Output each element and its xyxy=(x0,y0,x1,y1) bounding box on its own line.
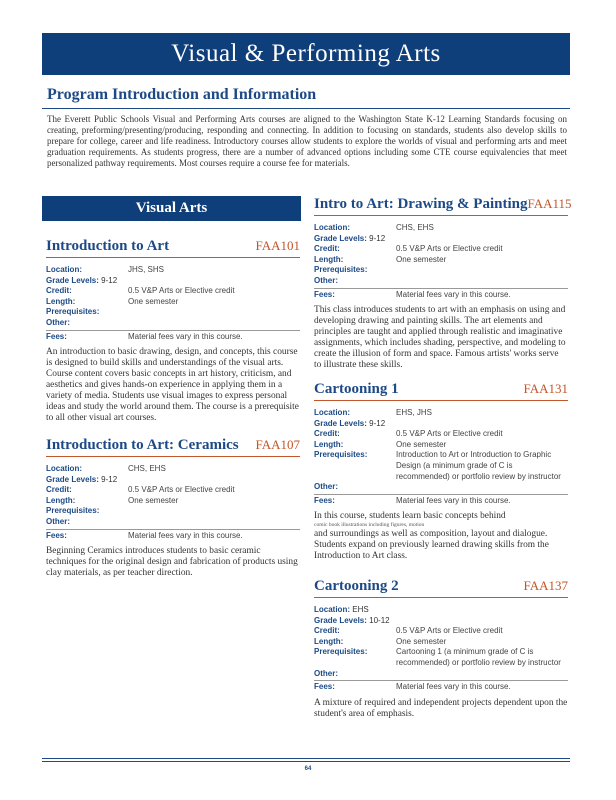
length-value: One semester xyxy=(396,254,447,264)
length-value: One semester xyxy=(396,636,447,646)
credit-label: Credit: xyxy=(46,485,72,495)
fees-value: Material fees vary in this course. xyxy=(128,530,243,540)
credit-label: Credit: xyxy=(314,429,340,439)
grade-label-text: Grade Levels: xyxy=(314,418,367,428)
fees-value: Material fees vary in this course. xyxy=(128,331,243,341)
prereq-label: Prerequisites: xyxy=(314,450,368,460)
description-line-2: and surroundings as well as composition, layout and dialogue. Students expand on previously learned drawing skills from the Introduction to Art class. xyxy=(314,529,549,562)
grade-label xyxy=(314,419,385,430)
fees-value: Material fees vary in this course. xyxy=(396,682,511,692)
location-value: EHS, JHS xyxy=(396,408,433,417)
other-label: Other: xyxy=(314,275,338,285)
credit-label: Credit: xyxy=(46,286,72,296)
course-divider xyxy=(46,456,300,457)
location-label: Location: xyxy=(46,265,82,274)
prereq-value: Cartooning 1 (a minimum grade of C is recommended) or portfolio review by instructor xyxy=(396,647,561,667)
course-drawing-painting xyxy=(314,196,572,371)
course-ceramics xyxy=(46,437,300,579)
grade-label-text: Grade Levels: xyxy=(314,615,367,625)
course-description: A mixture of required and independent projects dependent upon the student's area of emphasis. xyxy=(314,697,568,719)
prereq-value: Introduction to Art or Introduction to Graphic Design (a minimum grade of C is recommended) or portfolio review by instructor xyxy=(396,450,561,481)
grade-value: 10-12 xyxy=(369,615,390,625)
course-cartooning-2 xyxy=(314,578,568,720)
section-banner-visual-arts: Visual Arts xyxy=(42,196,301,221)
grade-label xyxy=(314,234,385,245)
length-label: Length: xyxy=(46,296,76,306)
location-label xyxy=(314,605,369,616)
fees-value: Material fees vary in this course. xyxy=(396,495,511,505)
course-fields xyxy=(46,265,300,342)
other-label: Other: xyxy=(46,516,70,526)
prereq-label: Prerequisites: xyxy=(46,506,100,516)
location-label: Location: xyxy=(46,464,82,473)
course-code: FAA101 xyxy=(255,238,300,253)
fees-label: Fees: xyxy=(314,289,335,299)
credit-value: 0.5 V&P Arts or Elective credit xyxy=(396,429,503,439)
fees-label: Fees: xyxy=(314,682,335,692)
other-label: Other: xyxy=(314,668,338,678)
footer-divider xyxy=(42,758,570,759)
grade-label-text: Grade Levels: xyxy=(314,233,367,243)
course-description: An introduction to basic drawing, design, and concepts, this course is designed to build skills and understandings of the visual arts. Course content covers basic concepts in art history, criticism, and aesthetics and gives hands-on experience in applying them in a variety of media. Students use visual images to express personal ideas and study the world around them. The course is a prerequisite to all other visual art courses. xyxy=(46,347,299,424)
course-fields xyxy=(46,464,300,541)
grade-value: 9-12 xyxy=(369,418,386,428)
intro-title: Program Introduction and Information xyxy=(47,86,317,103)
prereq-label: Prerequisites: xyxy=(314,265,368,275)
page-number: 64 xyxy=(304,766,312,772)
course-description: This class introduces students to art with an emphasis on using and developing drawing and painting skills. The art elements and principles are taught and applied through realistic and imaginative assignments, which includes shading, perspective, and modeling to create the illusion of form and space. Famous artists' works serve to illustrate these skills. xyxy=(314,305,566,371)
length-label: Length: xyxy=(314,439,344,449)
fees-value: Material fees vary in this course. xyxy=(396,289,511,299)
course-divider xyxy=(46,257,300,258)
length-label: Length: xyxy=(46,495,76,505)
description-small-print: comic book illustrations including figures, motion xyxy=(314,522,425,529)
course-divider xyxy=(314,215,568,216)
length-value: One semester xyxy=(128,296,179,306)
location-value: CHS, EHS xyxy=(396,223,434,232)
credit-label: Credit: xyxy=(314,244,340,254)
course-title: Cartooning 1 xyxy=(314,381,399,397)
course-intro-art xyxy=(46,238,300,424)
intro-text: The Everett Public Schools Visual and Performing Arts courses are aligned to the Washington State K-12 Learning Standards focusing on creating, preforming/presenting/producing, responding and connecting. In addition to focusing on standards, students also develop skills to prepare for college, career and life readiness. Introductory courses allow students to explore the worlds of visual and performing arts and meet graduation requirements. As students progress, there are a number of advanced options including some CTE course equivalencies that meet personalized pathway requirements. Most courses require a course fee for materials. xyxy=(47,114,567,168)
grade-value: 9-12 xyxy=(369,233,386,243)
prereq-label: Prerequisites: xyxy=(46,307,100,317)
location-label-text: Location: xyxy=(314,605,350,614)
fees-label: Fees: xyxy=(46,530,67,540)
course-divider xyxy=(314,400,568,401)
course-description: Beginning Ceramics introduces students to basic ceramic techniques for the original design and fabrication of products using clay materials, as per teacher direction. xyxy=(46,546,298,579)
page-banner: Visual & Performing Arts xyxy=(42,33,570,75)
other-label: Other: xyxy=(314,482,338,492)
credit-value: 0.5 V&P Arts or Elective credit xyxy=(128,485,235,495)
course-code: FAA115 xyxy=(527,196,572,211)
grade-label xyxy=(46,475,117,486)
grade-label xyxy=(46,276,117,287)
location-value: CHS, EHS xyxy=(128,464,166,473)
credit-value: 0.5 V&P Arts or Elective credit xyxy=(396,626,503,636)
grade-label-text: Grade Levels: xyxy=(46,474,99,484)
course-fields xyxy=(314,223,568,300)
course-divider xyxy=(314,597,568,598)
other-label: Other: xyxy=(46,317,70,327)
course-description xyxy=(314,511,568,562)
course-title: Intro to Art: Drawing & Painting xyxy=(314,196,528,212)
course-code: FAA131 xyxy=(523,381,568,396)
grade-value: 9-12 xyxy=(101,275,118,285)
course-fields xyxy=(314,408,568,506)
prereq-label: Prerequisites: xyxy=(314,647,368,657)
course-cartooning-1 xyxy=(314,381,568,562)
location-label: Location: xyxy=(314,408,350,417)
course-code: FAA107 xyxy=(255,437,300,452)
credit-label: Credit: xyxy=(314,626,340,636)
grade-label-text: Grade Levels: xyxy=(46,275,99,285)
description-line-1: In this course, students learn basic concepts behind xyxy=(314,511,506,522)
course-code: FAA137 xyxy=(523,578,568,593)
fees-label: Fees: xyxy=(46,331,67,341)
credit-value: 0.5 V&P Arts or Elective credit xyxy=(128,286,235,296)
footer-divider-secondary xyxy=(42,761,570,762)
course-title: Introduction to Art: Ceramics xyxy=(46,437,239,453)
course-fields xyxy=(314,605,568,693)
grade-label xyxy=(314,616,390,627)
length-label: Length: xyxy=(314,636,344,646)
intro-divider xyxy=(42,108,570,109)
length-value: One semester xyxy=(396,439,447,449)
course-title: Introduction to Art xyxy=(46,238,170,254)
course-title: Cartooning 2 xyxy=(314,578,399,594)
credit-value: 0.5 V&P Arts or Elective credit xyxy=(396,244,503,254)
fees-label: Fees: xyxy=(314,495,335,505)
length-label: Length: xyxy=(314,254,344,264)
location-value: EHS xyxy=(352,605,369,614)
grade-value: 9-12 xyxy=(101,474,118,484)
location-value: JHS, SHS xyxy=(128,265,165,274)
length-value: One semester xyxy=(128,495,179,505)
location-label: Location: xyxy=(314,223,350,232)
